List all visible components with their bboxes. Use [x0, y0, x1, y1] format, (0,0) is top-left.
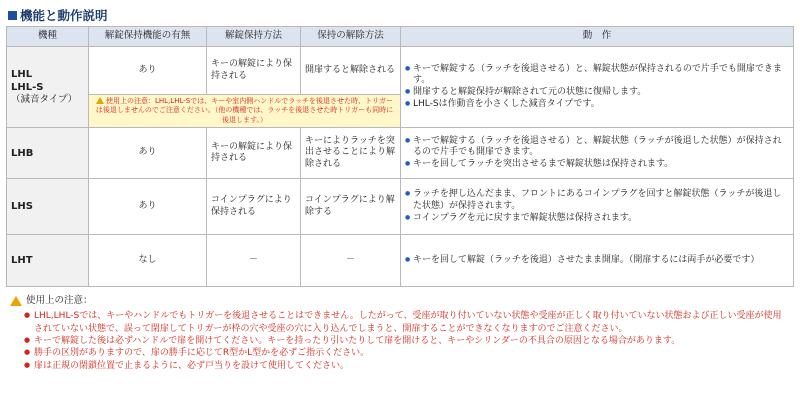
header-model: 機種 [7, 27, 89, 47]
hold-method-cell: コインプラグにより保持される [207, 179, 301, 235]
section-title-text: 機能と動作説明 [20, 8, 108, 23]
header-operation: 動 作 [401, 27, 794, 47]
caution-cell [89, 95, 401, 128]
warning-icon [96, 97, 104, 104]
has-hold-cell: あり [89, 128, 207, 179]
model-cell [7, 128, 89, 179]
model-subtitle: （減音タイプ） [11, 93, 78, 105]
table-row [7, 47, 794, 95]
model-cell [7, 235, 89, 287]
has-hold-cell: あり [89, 47, 207, 95]
table-header-row [7, 27, 794, 47]
operation-item: ● キーで解錠する（ラッチを後退させる）と、解錠状態（ラッチが後退した状態）が保持されるので片手でも開扉できます。 [405, 136, 789, 159]
operation-cell [401, 47, 794, 128]
header-hold-method: 解錠保持方法 [207, 27, 301, 47]
model-cell [7, 179, 89, 235]
usage-notes [10, 294, 790, 372]
table-row [7, 235, 794, 287]
model-name: LHL [11, 68, 33, 80]
model-cell [7, 47, 89, 128]
release-method-cell: コインプラグにより解除する [301, 179, 401, 235]
header-release-method: 保持の解除方法 [301, 27, 401, 47]
section-title [8, 6, 108, 24]
model-name: LHT [11, 255, 33, 267]
note-item: ● 扉は正規の閉鎖位置で止まるように、必ず戸当りを設けて使用してください。 [24, 360, 790, 372]
operation-cell [401, 128, 794, 179]
table-row [7, 179, 794, 235]
release-method-cell: 開扉すると解除される [301, 47, 401, 95]
operation-cell [401, 179, 794, 235]
operation-item: ● コインプラグを元に戻すまで解錠状態は保持されます。 [405, 213, 789, 225]
hold-method-cell: キーの解錠により保持される [207, 47, 301, 95]
note-item: ● キーで解錠した後は必ずハンドルで扉を開けてください。キーを持ったり引いたりして扉を開けると、キーやシリンダーの不具合の原因となる場合があります。 [24, 335, 790, 347]
header-has-hold: 解錠保持機能の有無 [89, 27, 207, 47]
model-name: LHL-S [11, 81, 44, 93]
warning-icon [10, 296, 22, 306]
note-item: ● 勝手の区別がありますので、扉の勝手に応じてR型かL型かを必ずご指示ください。 [24, 347, 790, 359]
caution-text: 使用上の注意：LHL,LHL-Sでは、キーや室内側ハンドルでラッチを後退させた時、トリガーは後退しませんのでご注意ください。（他の機種では、ラッチを後退させた時トリガーも同時に後退します。） [95, 97, 394, 124]
release-method-cell: － [301, 235, 401, 287]
operation-cell [401, 235, 794, 287]
has-hold-cell: なし [89, 235, 207, 287]
function-table [6, 26, 794, 287]
table-row [7, 128, 794, 179]
has-hold-cell: あり [89, 179, 207, 235]
notes-heading [10, 294, 790, 307]
notes-heading-text: 使用上の注意： [26, 295, 93, 306]
operation-item: ● 開扉すると解錠保持が解除されて元の状態に復帰します。 [405, 87, 789, 99]
operation-item: ● キーを回してラッチを突出させるまで解錠状態は保持されます。 [405, 159, 789, 171]
operation-item: ● キーで解錠する（ラッチを後退させる）と、解錠状態が保持されるので片手でも開扉できます。 [405, 64, 789, 87]
model-name: LHS [11, 201, 33, 213]
operation-item: ● LHL-Sは作動音を小さくした減音タイプです。 [405, 99, 789, 111]
title-square-icon [8, 11, 17, 20]
release-method-cell: キーによりラッチを突出させることにより解除される [301, 128, 401, 179]
hold-method-cell: － [207, 235, 301, 287]
operation-item: ● ラッチを押し込んだまま、フロントにあるコインプラグを回すと解錠状態（ラッチが後退した状態）が保持されます。 [405, 189, 789, 212]
operation-item: ● キーを回して解錠（ラッチを後退）させたまま開扉。（開扉するには両手が必要です） [405, 255, 789, 267]
note-item: ● LHL,LHL-Sでは、キーやハンドルでもトリガーを後退させることはできません。したがって、受座が取り付いていない状態や受座が正しく取り付いていない状態および正しい受座が使用されていない状態で、誤って閉扉してトリガーが枠の穴や受座の穴に入り込んでしまうと、開扉することができなくなりますのでご注意ください。 [24, 310, 790, 335]
model-name: LHB [11, 147, 34, 159]
hold-method-cell: キーの解錠により保持される [207, 128, 301, 179]
